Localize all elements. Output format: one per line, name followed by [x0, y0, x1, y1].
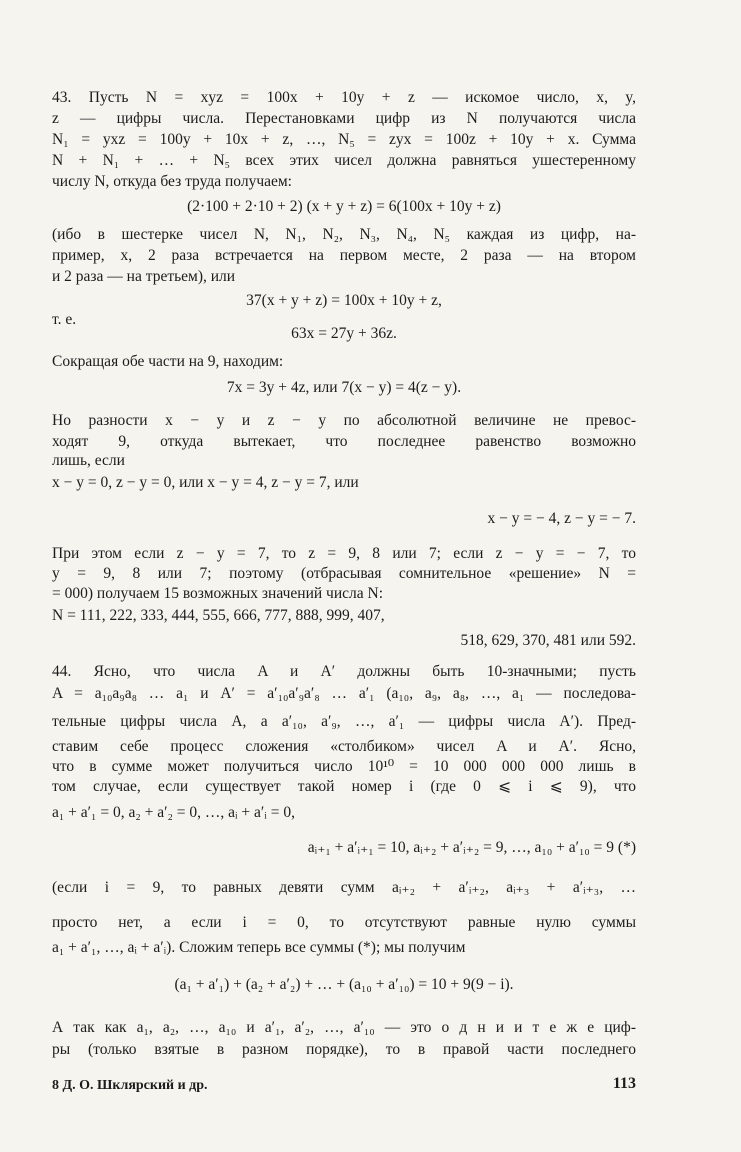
- formula-line: 7x = 3y + 4z, или 7(x − y) = 4(z − y).: [226, 379, 462, 396]
- problem-44-line: (если i = 9, то равных девяти сумм aᵢ₊₂ + a′ᵢ₊₂, aᵢ₊₃ + a′ᵢ₊₃, …: [52, 879, 636, 896]
- problem-44-line: a₁ + a′₁, …, aᵢ + a′ᵢ). Сложим теперь все суммы (*); мы получим: [52, 939, 466, 956]
- problem-43-line: числу N, откуда без труда получаем:: [52, 173, 292, 190]
- problem-44-line: ставим себе процесс сложения «столбиком» чисел A и A′. Ясно,: [52, 738, 636, 755]
- formula-line: 518, 629, 370, 481 или 592.: [460, 632, 636, 649]
- formula-line: x − y = − 4, z − y = − 7.: [487, 510, 636, 527]
- problem-43-line: (ибо в шестерке чисел N, N₁, N₂, N₃, N₄, N₅ каждая из цифр, на-: [52, 226, 636, 243]
- problem-44-line: А так как a₁, a₂, …, a₁₀ и a′₁, a′₂, …, a′₁₀ — это о д н и и т е ж е циф-: [52, 1019, 636, 1036]
- problem-44-line: просто нет, а если i = 0, то отсутствуют равные нулю суммы: [52, 914, 636, 931]
- problem-44-line: тельные цифры числа A, а a′₁₀, a′₉, …, a′₁ — цифры числа A′). Пред-: [52, 713, 636, 730]
- problem-43-line: y = 9, 8 или 7; поэтому (отбрасывая сомнительное «решение» N =: [52, 565, 636, 582]
- formula-line: x − y = 0, z − y = 0, или x − y = 4, z − y = 7, или: [52, 474, 359, 491]
- footer-signature: 8 Д. О. Шклярский и др.: [52, 1078, 208, 1093]
- problem-43-line: и 2 раза — на третьем), или: [52, 268, 236, 285]
- formula-line: aᵢ₊₁ + a′ᵢ₊₁ = 10, aᵢ₊₂ + a′ᵢ₊₂ = 9, …, a₁₀ + a′₁₀ = 9 (*): [307, 839, 636, 856]
- problem-43-line: = 000) получаем 15 возможных значений числа N:: [52, 585, 383, 602]
- formula-line: N = 111, 222, 333, 444, 555, 666, 777, 888, 999, 407,: [52, 607, 385, 624]
- problem-44-line: ры (только взятые в разном порядке), то в правой части последнего: [52, 1041, 636, 1058]
- problem-43-line: N + N₁ + … + N₅ всех этих чисел должна равняться ушестеренному: [52, 152, 636, 169]
- page-number: 113: [612, 1075, 636, 1092]
- problem-43-line: ходят 9, откуда вытекает, что последнее равенство возможно: [52, 433, 636, 450]
- problem-43-line: лишь, если: [52, 452, 125, 469]
- problem-44-line: том случае, если существует такой номер i (где 0 ⩽ i ⩽ 9), что: [52, 778, 636, 795]
- problem-43-line: При этом если z − y = 7, то z = 9, 8 или 7; если z − y = − 7, то: [52, 545, 636, 562]
- problem-43-line: т. е.: [52, 311, 77, 328]
- problem-44-line: A = a₁₀a₉a₈ … a₁ и A′ = a′₁₀a′₉a′₈ … a′₁ (a₁₀, a₉, a₈, …, a₁ — последова-: [52, 685, 636, 702]
- formula-line: (a₁ + a′₁) + (a₂ + a′₂) + … + (a₁₀ + a′₁₀) = 10 + 9(9 − i).: [174, 976, 514, 993]
- problem-43-line: Но разности x − y и z − y по абсолютной величине не превос-: [52, 412, 636, 429]
- formula-line: 37(x + y + z) = 100x + 10y + z,: [246, 292, 442, 309]
- problem-43-line: 43. Пусть N = xyz = 100x + 10y + z — искомое число, x, y,: [52, 89, 636, 106]
- problem-43-line: N₁ = yxz = 100y + 10x + z, …, N₅ = zyx = 100z + 10y + x. Сумма: [52, 131, 636, 148]
- problem-43-line: Сокращая обе части на 9, находим:: [52, 353, 284, 370]
- problem-43-line: пример, x, 2 раза встречается на первом месте, 2 раза — на втором: [52, 247, 636, 264]
- formula-line: 63x = 27y + 36z.: [291, 325, 397, 342]
- problem-44-line: 44. Ясно, что числа A и A′ должны быть 10-значными; пусть: [52, 663, 636, 680]
- problem-43-line: z — цифры числа. Перестановками цифр из N получаются числа: [52, 110, 636, 127]
- problem-44-line: что в сумме может получиться число 10¹⁰ = 10 000 000 000 лишь в: [52, 758, 636, 775]
- formula-line: (2·100 + 2·10 + 2) (x + y + z) = 6(100x + 10y + z): [187, 198, 501, 215]
- formula-line: a₁ + a′₁ = 0, a₂ + a′₂ = 0, …, aᵢ + a′ᵢ = 0,: [52, 804, 295, 821]
